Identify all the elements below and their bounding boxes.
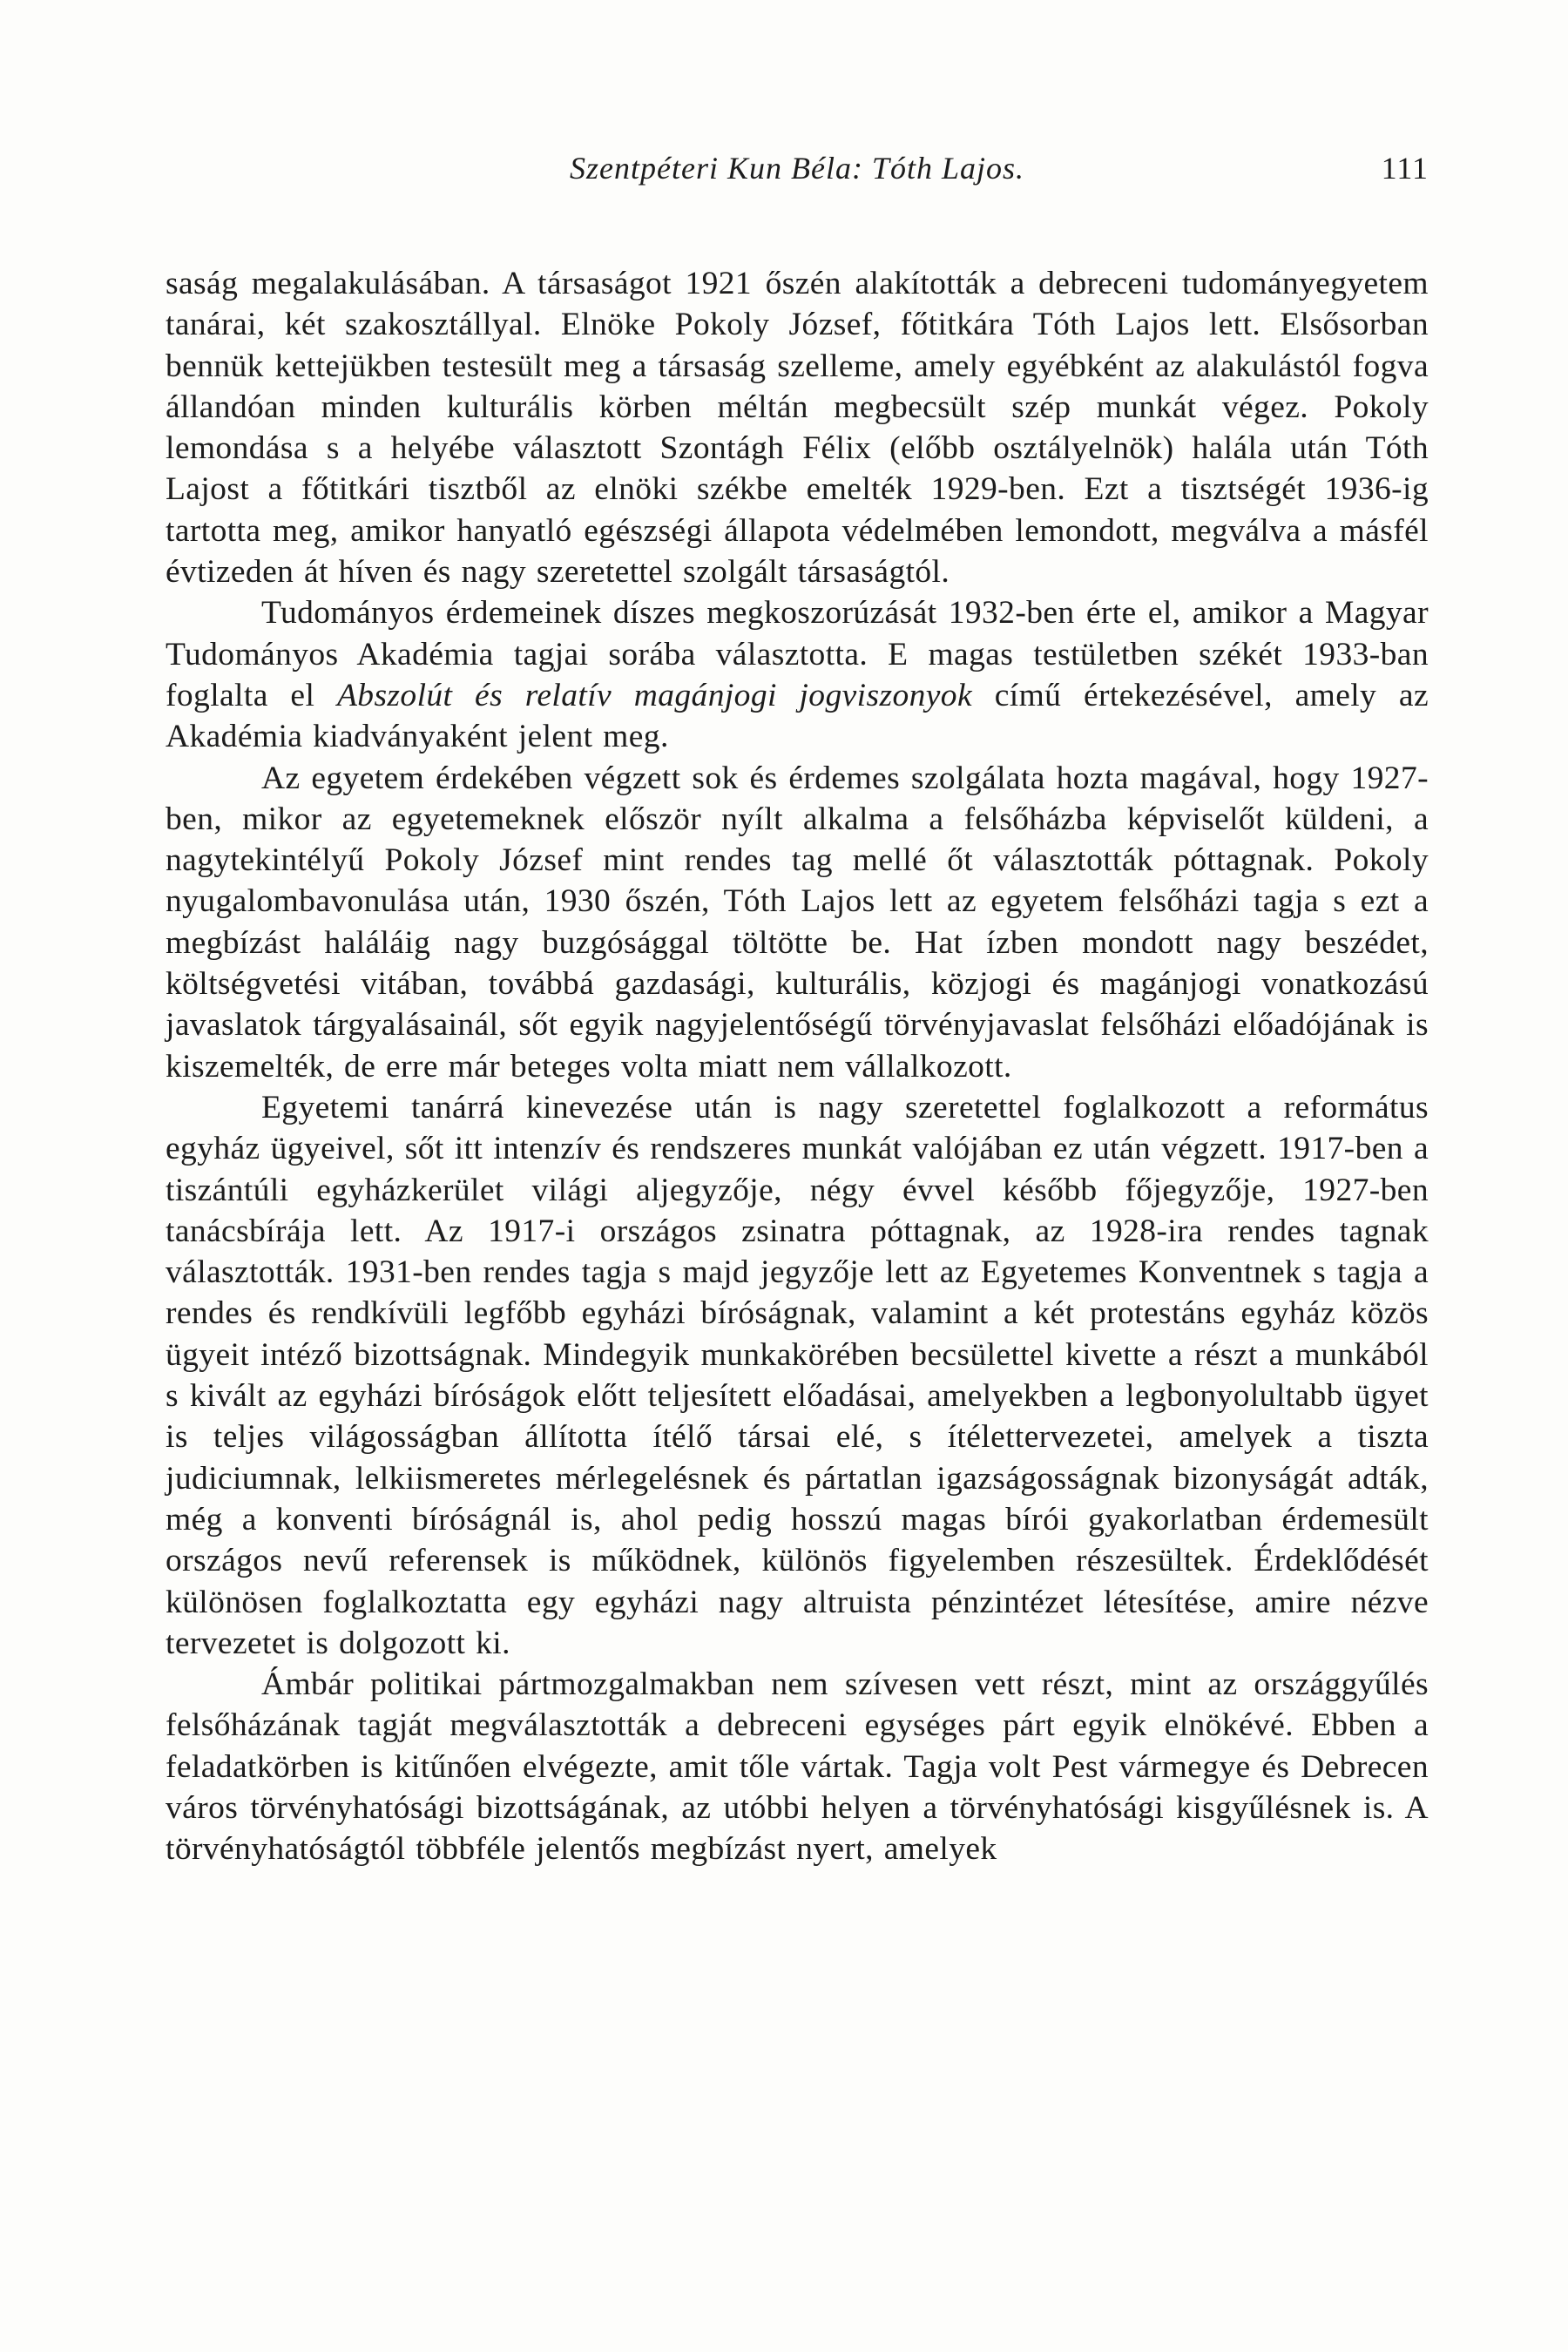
running-title: Szentpéteri Kun Béla: Tóth Lajos. (570, 151, 1024, 186)
body-text (166, 263, 1429, 1870)
paragraph-2-text-start: Tudományos érdemeinek díszes megkoszorúzását 1932-ben érte el, amikor a Magyar Tudományos Akadémia tagjai sorába választotta. E magas testületben székét 1933-ban foglalta el (166, 595, 1429, 713)
paragraph-2 (166, 592, 1429, 757)
page-number: 111 (1381, 151, 1429, 186)
paragraph-1: saság megalakulásában. A társaságot 1921 őszén alakították a debreceni tudományegyetem tanárai, két szakosztállyal. Elnöke Pokoly József, főtitkára Tóth Lajos lett. Elsősorban bennük kettejükben testesült meg a társaság szelleme, amely egyébként az alakulástól fogva állandóan minden kulturális körben méltán megbecsült szép munkát végez. Pokoly lemondása s a helyébe választott Szontágh Félix (előbb osztályelnök) halála után Tóth Lajost a főtitkári tisztből az elnöki székbe emelték 1929-ben. Ezt a tisztségét 1936-ig tartotta meg, amikor hanyatló egészségi állapota védelmében lemondott, megválva a másfél évtizeden át híven és nagy szeretettel szolgált társaságtól. (166, 266, 1429, 591)
paragraph-5: Ámbár politikai pártmozgalmakban nem szívesen vett részt, mint az országgyűlés felsőházának tagját megválasztották a debreceni egységes párt egyik elnökévé. Ebben a feladatkörben is kitűnően elvégezte, amit tőle vártak. Tagja volt Pest vármegye és Debrecen város törvényhatósági bizottságának, az utóbbi helyen a törvényhatósági kisgyűlésnek is. A törvényhatóságtól többféle jelentős megbízást nyert, amelyek (166, 1666, 1429, 1868)
paragraph-4: Egyetemi tanárrá kinevezése után is nagy szeretettel foglalkozott a református egyház ügyeivel, sőt itt intenzív és rendszeres munkát valójában ez után végzett. 1917-ben a tiszántúli egyházkerület világi aljegyzője, négy évvel később főjegyzője, 1927-ben tanácsbírája lett. Az 1917-i országos zsinatra póttagnak, az 1928-ira rendes tagnak választották. 1931-ben rendes tagja s majd jegyzője lett az Egyetemes Konventnek s tagja a rendes és rendkívüli legfőbb egyházi bíróságnak, valamint a két protestáns egyház közös ügyeit intéző bizottságnak. Mindegyik munkakörében becsülettel kivette a részt a munkából s kivált az egyházi bíróságok előtt teljesített előadásai, amelyekben a legbonyolultabb ügyet is teljes világosságban állította ítélő társai elé, s ítélettervezetei, amelyek a tiszta judiciumnak, lelkiismeretes mérlegelésnek és pártatlan igazságosságnak bizonyságát adták, még a konventi bíróságnál is, ahol pedig hosszú magas bírói gyakorlatban érdemesült országos nevű referensek is működnek, különös figyelemben részesültek. Érdeklődését különösen foglalkoztatta egy egyházi nagy altruista pénzintézet létesítése, amire nézve tervezetet is dolgozott ki. (166, 1089, 1429, 1661)
running-header (166, 150, 1429, 193)
paragraph-2-text-end: című értekezésével, amely az Akadémia kiadványaként jelent meg. (166, 677, 1429, 755)
work-title: Abszolút és relatív magánjogi jogviszonyok (336, 677, 973, 713)
paragraph-3: Az egyetem érdekében végzett sok és érdemes szolgálata hozta magával, hogy 1927-ben, mikor az egyetemeknek először nyílt alkalma a felsőházba képviselőt küldeni, a nagytekintélyű Pokoly József mint rendes tag mellé őt választották póttagnak. Pokoly nyugalombavonulása után, 1930 őszén, Tóth Lajos lett az egyetem felsőházi tagja s ezt a megbízást haláláig nagy buzgósággal töltötte be. Hat ízben mondott nagy beszédet, költségvetési vitában, továbbá gazdasági, kulturális, közjogi és magánjogi vonatkozású javaslatok tárgyalásainál, sőt egyik nagyjelentőségű törvényjavaslat felsőházi előadójának is kiszemelték, de erre már beteges volta miatt nem vállalkozott. (166, 760, 1429, 1085)
